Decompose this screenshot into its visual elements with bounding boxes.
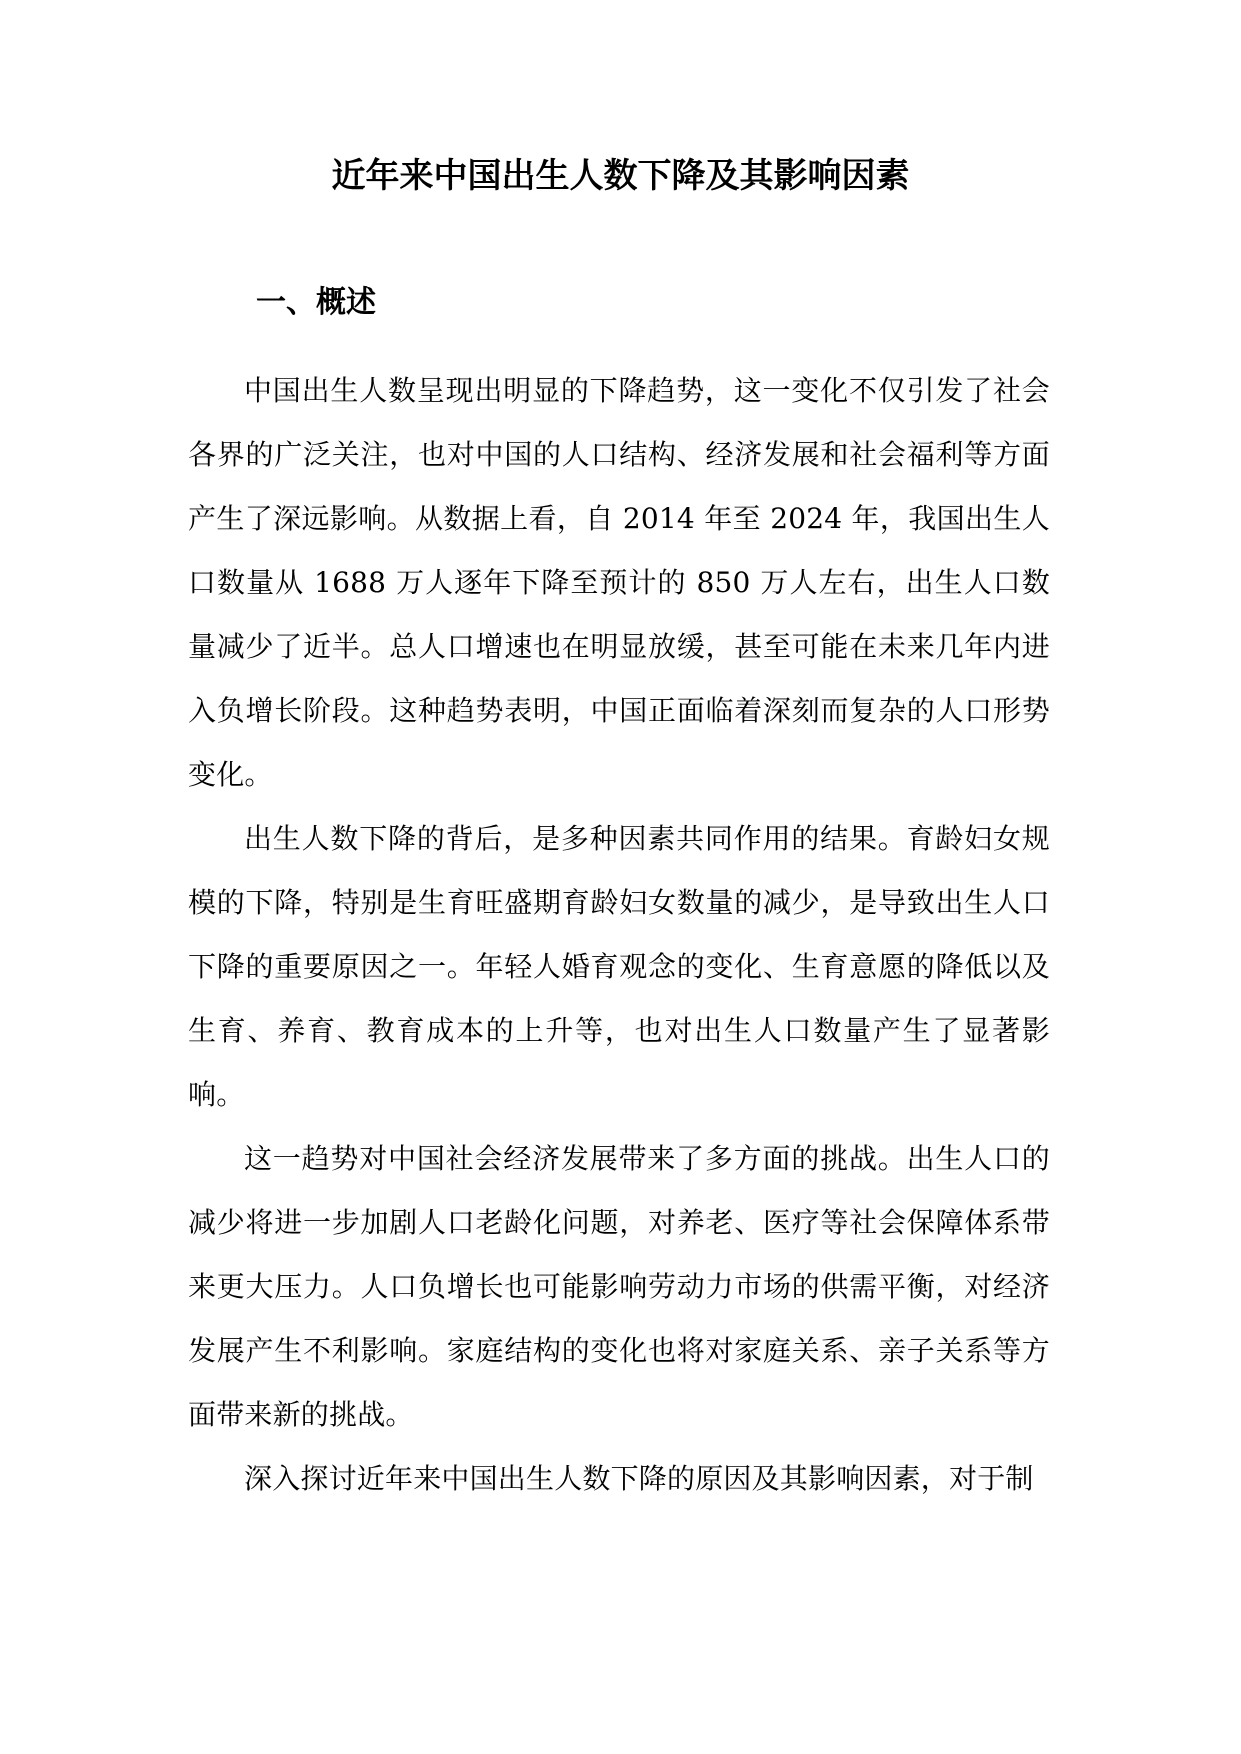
paragraph-overview-1: 中国出生人数呈现出明显的下降趋势，这一变化不仅引发了社会各界的广泛关注，也对中国的人口结构、经济发展和社会福利等方面产生了深远影响。从数据上看，自 2014 年至 2024 年，我国出生人口数量从 1688 万人逐年下降至预计的 850 万人左右，出生人口数量减少了近半。总人口增速也在明显放缓，甚至可能在未来几年内进入负增长阶段。这种趋势表明，中国正面临着深刻而复杂的人口形势变化。 — [188, 374, 1050, 791]
document-title: 近年来中国出生人数下降及其影响因素 — [331, 156, 910, 196]
paragraph-overview-4: 深入探讨近年来中国出生人数下降的原因及其影响因素，对于制 — [244, 1462, 1034, 1495]
section-heading-overview: 一、概述 — [256, 285, 376, 320]
paragraph-overview-3: 这一趋势对中国社会经济发展带来了多方面的挑战。出生人口的减少将进一步加剧人口老龄化问题，对养老、医疗等社会保障体系带来更大压力。人口负增长也可能影响劳动力市场的供需平衡，对经济发展产生不利影响。家庭结构的变化也将对家庭关系、亲子关系等方面带来新的挑战。 — [188, 1142, 1050, 1431]
body-text — [188, 359, 1050, 1511]
paragraph-overview-2: 出生人数下降的背后，是多种因素共同作用的结果。育龄妇女规模的下降，特别是生育旺盛期育龄妇女数量的减少，是导致出生人口下降的重要原因之一。年轻人婚育观念的变化、生育意愿的降低以及生育、养育、教育成本的上升等，也对出生人口数量产生了显著影响。 — [188, 822, 1050, 1111]
